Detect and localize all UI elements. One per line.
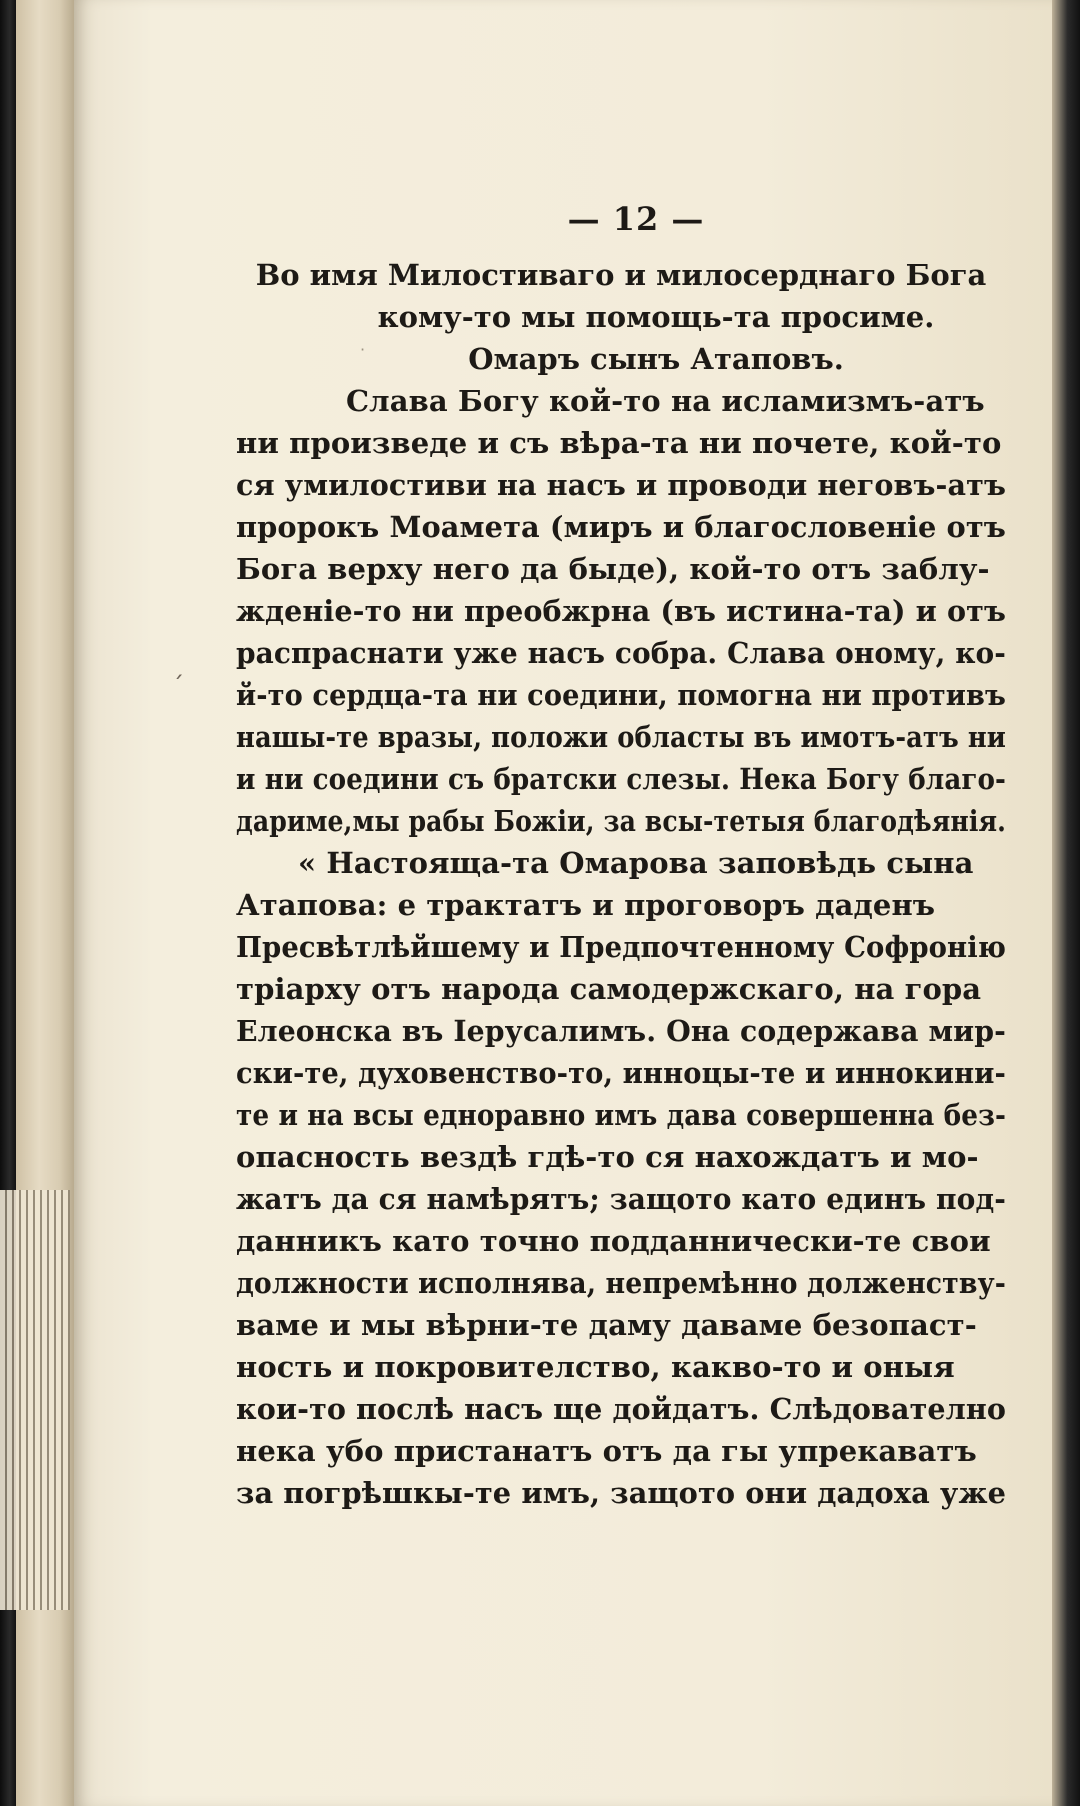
heading-line: Во имя Милостиваго и милосерднаго Бога xyxy=(255,258,987,292)
text-line: Атапова: е трактатъ и проговоръ даденъ xyxy=(236,888,936,922)
heading-line: Омаръ сынъ Атаповъ. xyxy=(468,342,844,376)
text-line: ски-те, духовенство-то, инноцы-те и иннокини- xyxy=(236,1056,1006,1090)
text-line: нашы-те вразы, положи областы въ имотъ-атъ ни xyxy=(236,720,1006,754)
paragraph-1 xyxy=(236,380,1006,842)
text-line: Елеонска въ Іерусалимъ. Она содержава мир- xyxy=(236,1014,1006,1048)
text-line: опасность вездѣ гдѣ-то ся нахождатъ и мо- xyxy=(236,1140,979,1174)
heading-line: кому-то мы помощь-та просиме. xyxy=(377,300,935,334)
text-line: жатъ да ся намѣрятъ; защото като единъ под- xyxy=(236,1182,1006,1216)
text-line: ность и покровителство, какво-то и оныя xyxy=(236,1350,955,1384)
right-page-edge xyxy=(1052,0,1080,1806)
text-line: те и на всы едноравно имъ дава совершенна без- xyxy=(236,1098,1006,1132)
page-number: — 12 — xyxy=(567,200,705,238)
text-line: дариме,мы рабы Божіи, за всы-тетыя благодѣянія. xyxy=(236,804,1006,838)
paragraph-2 xyxy=(236,842,1006,1514)
text-line: пророкъ Моамета (миръ и благословеніе отъ xyxy=(236,510,1006,544)
text-line: ваме и мы вѣрни-те даму даваме безопаст- xyxy=(236,1308,977,1342)
text-line: Пресвѣтлѣйшему и Предпочтенному Софронію xyxy=(236,930,1006,964)
text-line: распраснати уже насъ собра. Слава оному, ко- xyxy=(236,636,1006,670)
text-line: Слава Богу кой-то на исламизмъ-атъ xyxy=(346,384,985,418)
text-line: жденіе-то ни преобжрна (въ истина-та) и отъ xyxy=(236,594,1006,628)
text-line: за погрѣшкы-те имъ, защото они дадоха уже xyxy=(236,1476,1006,1510)
text-line: Бога верху него да быде), кой-то отъ заблу- xyxy=(236,552,990,586)
text-line: кои-то послѣ насъ ще дойдатъ. Слѣдователно xyxy=(236,1392,1006,1426)
text-line: тріарху отъ народа самодержскаго, на гора xyxy=(236,972,982,1006)
text-line: « Настояща-та Омарова заповѣдь сына xyxy=(298,846,974,880)
stacked-leaves xyxy=(0,1190,70,1610)
text-line: должности исполнява, непремѣнно долженству- xyxy=(236,1266,1006,1300)
ink-speck: · xyxy=(360,340,366,359)
text-line: и ни соедини съ братски слезы. Нека Богу благо- xyxy=(236,762,1006,796)
text-line: нека убо пристанатъ отъ да гы упрекаватъ xyxy=(236,1434,977,1468)
text-line: ся умилостиви на насъ и проводи неговъ-атъ xyxy=(236,468,1006,502)
text-line: ни произведе и съ вѣра-та ни почете, кой-то xyxy=(236,426,1002,460)
page-text xyxy=(236,198,1006,1514)
margin-mark: ´ xyxy=(172,672,184,700)
text-line: й-то сердца-та ни соедини, помогна ни противъ xyxy=(236,678,1006,712)
text-line: данникъ като точно подданнически-те свои xyxy=(236,1224,991,1258)
